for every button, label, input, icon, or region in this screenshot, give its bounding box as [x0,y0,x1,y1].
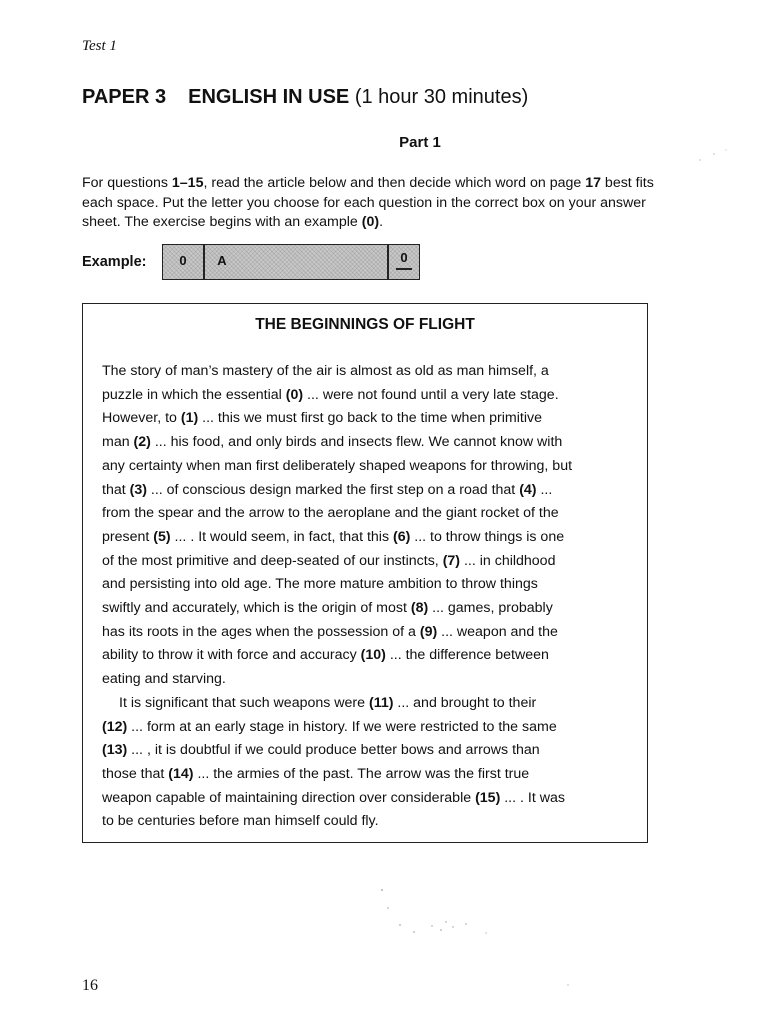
article-text: ... this we must first go back to the time when primitive [198,410,542,427]
gap-number: (1) [180,410,199,427]
gap-number: (9) [419,623,438,640]
article-line [102,763,632,787]
example-answer-strip [162,244,420,280]
gap-number: (11) [369,694,394,711]
article-text: ... [536,481,553,498]
article-line [102,550,632,574]
instructions [82,174,732,233]
article-line [102,787,632,811]
article-line [102,526,632,550]
article-text: that [102,481,130,498]
article-text: man [102,434,134,451]
example-answer-letter: A [217,253,227,268]
article-text: ability to throw it with force and accuracy [102,647,361,664]
example-answer-box [389,245,419,279]
gap-number: (3) [129,481,147,498]
answer-strip-divider [203,245,205,279]
gap-number: (8) [410,600,429,617]
instructions-text: best fits [600,175,654,191]
article-text: present [102,528,154,545]
article-text: ... of conscious design marked the first step on a road that [146,481,520,498]
article-text: swiftly and accurately, which is the origin of most [102,600,411,617]
article-text: ... in childhood [460,552,556,569]
article-text: ... to throw things is one [410,528,565,545]
article-line [102,739,632,763]
article-line [102,384,632,408]
part-heading: Part 1 [399,134,441,151]
article-text: It is significant that such weapons were [119,694,369,711]
gap-number: (14) [168,765,194,782]
gap-number: (4) [519,481,537,498]
article-line [102,668,632,692]
article-line [102,479,632,503]
gap-number: (0) [285,386,304,403]
page-number: 16 [82,977,98,994]
example-row [82,244,442,282]
article-text: any certainty when man first deliberately shaped weapons for throwing, but [102,457,573,474]
article-line [102,455,632,479]
article-line [102,573,632,597]
article-body [102,360,632,834]
article-line [102,431,632,455]
gap-number: (7) [442,552,461,569]
article-title: THE BEGINNINGS OF FLIGHT [255,316,475,333]
article-text: ... weapon and the [437,623,558,640]
article-text: of the most primitive and deep-seated of our instincts, [102,552,443,569]
article-text: from the spear and the arrow to the aeroplane and the giant rocket of the [102,505,559,522]
instructions-text: each space. Put the letter you choose for each question in the correct box on your answer [82,194,646,211]
gap-number: (12) [102,718,128,735]
article-line [102,360,632,384]
article-text: weapon capable of maintaining direction over considerable [102,789,476,806]
article-text: ... his food, and only birds and insects flew. We cannot know with [150,434,563,451]
example-box-underline [396,268,412,270]
running-head: Test 1 [82,38,117,54]
gap-number: (15) [475,789,501,806]
example-box-marker: 0 [400,250,408,265]
paper-title [82,86,528,109]
article-line [102,621,632,645]
article-text: ... the difference between [385,647,549,664]
instructions-text: , read the article below and then decide which word on page [203,175,586,191]
article-line [102,810,632,834]
article-text: ... were not found until a very late stage. [303,386,559,403]
instructions-text: sheet. The exercise begins with an example [82,214,362,230]
article-text: has its roots in the ages when the possession of a [102,623,420,640]
article-text: ... form at an early stage in history. If we were restricted to the same [127,718,557,735]
article-text: ... . It would seem, in fact, that this [170,528,393,545]
article-line [102,502,632,526]
paper-name: ENGLISH IN USE [188,86,350,108]
article-box [82,303,648,843]
paper-number: PAPER 3 [82,86,167,108]
article-text: ... and brought to their [393,694,537,711]
gap-number: (10) [360,647,386,664]
page-reference: 17 [585,175,601,191]
article-line [102,692,632,716]
example-reference: (0) [361,214,380,230]
article-text: to be centuries before man himself could fly. [102,813,379,830]
article-text: ... , it is doubtful if we could produce better bows and arrows than [127,742,540,759]
example-label: Example: [82,254,147,270]
article-text: However, to [102,410,181,427]
article-text: those that [102,765,169,782]
article-text: and persisting into old age. The more mature ambition to throw things [102,576,538,593]
gap-number: (2) [133,434,151,451]
instructions-text: . [379,214,384,230]
gap-number: (6) [392,528,411,545]
paper-duration: (1 hour 30 minutes) [354,86,529,108]
article-text: ... games, probably [428,600,553,617]
article-line [102,597,632,621]
article-line [102,716,632,740]
gap-number: (13) [102,742,128,759]
article-text: puzzle in which the essential [102,386,286,403]
article-text: ... . It was [500,789,565,806]
article-text: The story of man’s mastery of the air is almost as old as man himself, a [102,363,549,379]
gap-number: (5) [153,528,171,545]
article-line [102,644,632,668]
question-range: 1–15 [171,175,204,191]
article-text: ... the armies of the past. The arrow was the first true [193,765,530,782]
example-question-number: 0 [179,253,187,268]
article-text: eating and starving. [102,671,226,688]
article-line [102,407,632,431]
instructions-text: For questions [82,175,172,191]
